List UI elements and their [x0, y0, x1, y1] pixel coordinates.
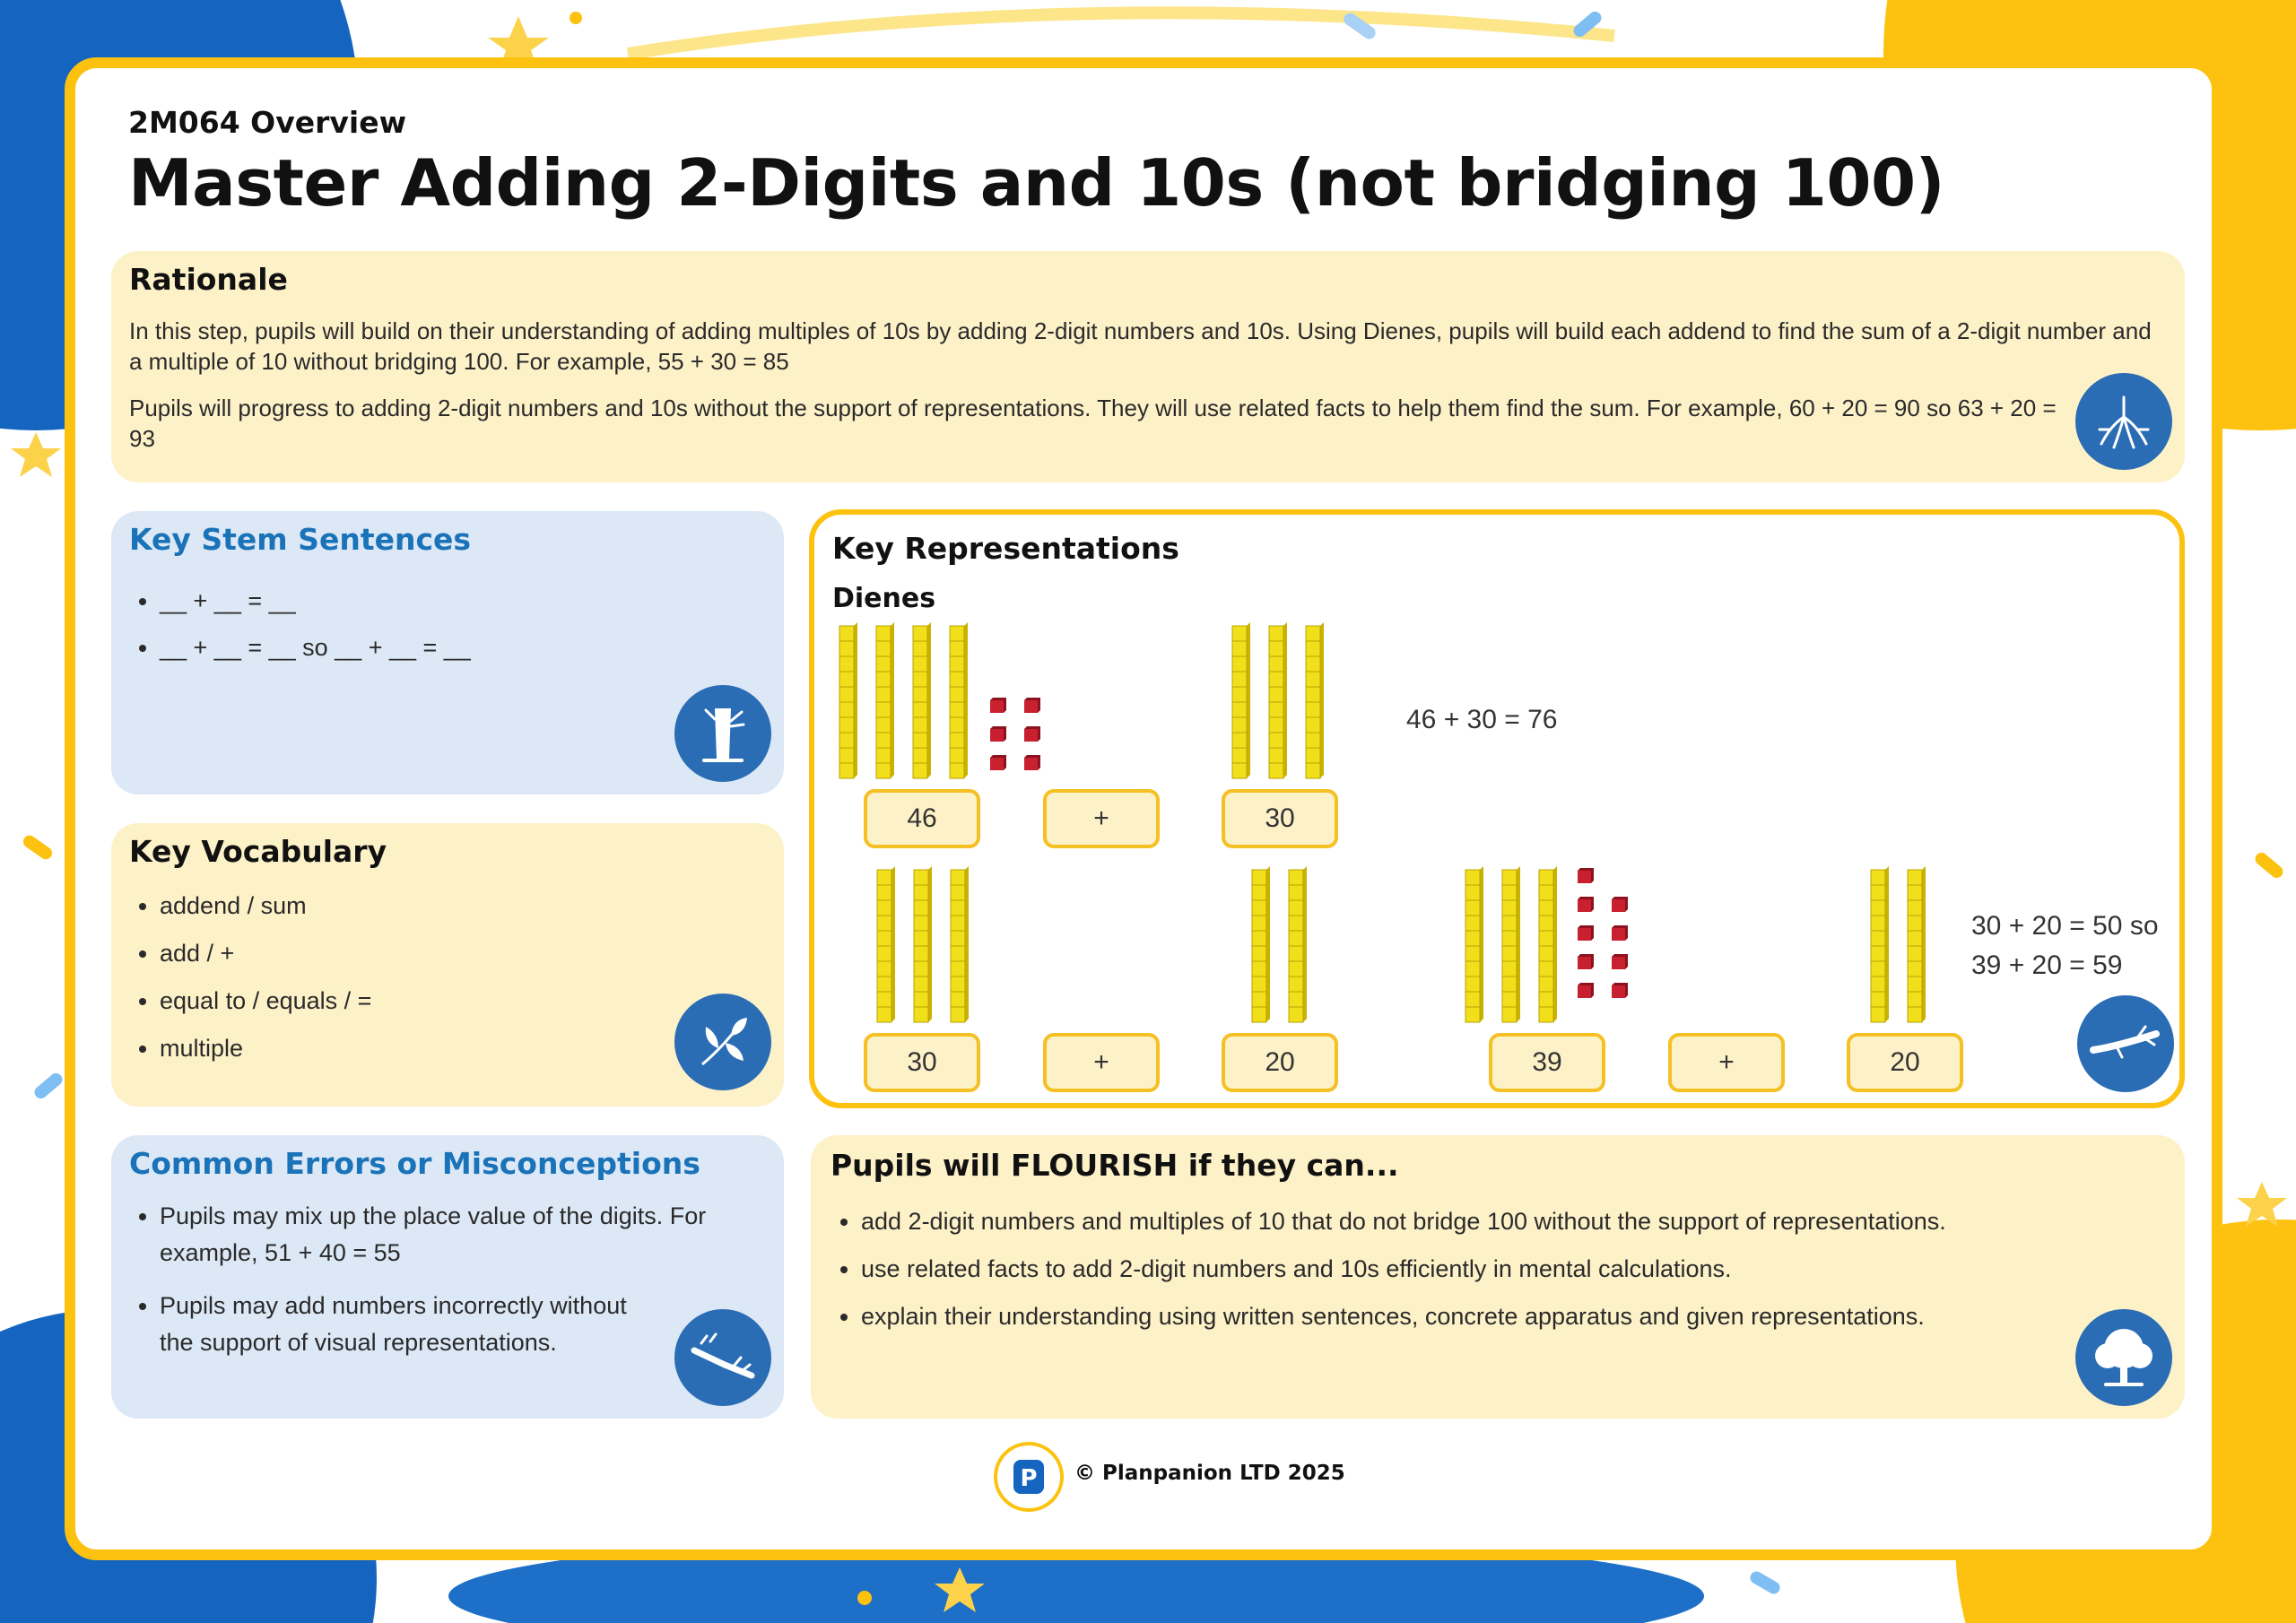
ten-rod: [876, 622, 894, 778]
flourish-item: • use related facts to add 2-digit numbers and 10s efficiently in mental calculations.: [861, 1245, 1946, 1293]
vocabulary-title: Key Vocabulary: [129, 834, 387, 869]
stem-sentences-title: Key Stem Sentences: [129, 522, 472, 557]
flourish-item: • explain their understanding using written sentences, concrete apparatus and given representations.: [861, 1293, 1946, 1341]
page-title: Master Adding 2-Digits and 10s (not bridging 100): [128, 145, 1944, 221]
number-box: 20: [1222, 1033, 1338, 1092]
equation-text: 39 + 20 = 59: [1971, 950, 2123, 980]
lesson-code: 2M064 Overview: [128, 105, 407, 140]
stem-sentence-item: • __ + __ = __ so __ + __ = __: [160, 624, 471, 671]
equation-text: 46 + 30 = 76: [1406, 705, 1558, 734]
tree-trunk-icon: [674, 685, 771, 782]
unit-cube: [990, 755, 1006, 770]
misconceptions-title: Common Errors or Misconceptions: [129, 1146, 700, 1181]
unit-cube: [1024, 755, 1040, 770]
ten-rod: [1539, 866, 1557, 1022]
vocabulary-item: • addend / sum: [160, 882, 371, 930]
branch-icon: [2077, 995, 2174, 1092]
operator-box: +: [1043, 1033, 1160, 1092]
ten-rod: [877, 866, 895, 1022]
vocabulary-item: • multiple: [160, 1025, 371, 1072]
representations-title: Key Representations: [832, 531, 1179, 566]
vocabulary-panel: [111, 823, 784, 1107]
full-tree-icon: [2075, 1309, 2172, 1406]
ten-rod: [1908, 866, 1926, 1022]
dienes-blocks: [814, 515, 2179, 1103]
number-box: 46: [864, 789, 980, 848]
stem-sentence-item: • __ + __ = __: [160, 577, 471, 624]
ten-rod: [1465, 866, 1483, 1022]
ten-rod: [1306, 622, 1324, 778]
vocabulary-item: • add / +: [160, 930, 371, 977]
unit-cube: [1024, 698, 1040, 713]
ten-rod: [1232, 622, 1250, 778]
unit-cube: [990, 726, 1006, 742]
unit-cube: [1612, 954, 1628, 969]
rationale-panel: [111, 251, 2185, 482]
rationale-paragraph-1: In this step, pupils will build on their understanding of adding multiples of 10s by adding 2-digit numbers and 10s. Using Dienes, pupils will build each addend to find the sum of a 2-digit number and a multiple of 10 without bridging 100. For example, 55 + 30 = 85: [129, 317, 2152, 375]
flourish-panel: [811, 1135, 2185, 1419]
number-box: 20: [1847, 1033, 1963, 1092]
flourish-item: • add 2-digit numbers and multiples of 10 that do not bridge 100 without the support of representations.: [861, 1198, 1946, 1245]
operator-box: +: [1668, 1033, 1785, 1092]
unit-cube: [1612, 983, 1628, 998]
representations-subtitle: Dienes: [832, 583, 936, 614]
representations-panel: [809, 509, 2185, 1108]
ten-rod: [950, 622, 968, 778]
unit-cube: [1578, 868, 1594, 883]
ten-rod: [951, 866, 969, 1022]
ten-rod: [1871, 866, 1889, 1022]
ten-rod: [914, 866, 932, 1022]
number-box: 30: [864, 1033, 980, 1092]
rationale-title: Rationale: [129, 262, 288, 297]
flourish-list: [831, 1198, 1946, 1341]
operator-box: +: [1043, 789, 1160, 848]
unit-cube: [1578, 954, 1594, 969]
svg-text:P: P: [1020, 1465, 1038, 1492]
stem-sentences-panel: [111, 511, 784, 794]
copyright-text: © Planpanion LTD 2025: [1074, 1462, 1345, 1485]
ten-rod: [839, 622, 857, 778]
equation-text: 30 + 20 = 50 so: [1971, 911, 2159, 941]
unit-cube: [1612, 925, 1628, 941]
misconception-item: • Pupils may add numbers incorrectly without the support of visual representations.: [160, 1288, 662, 1361]
vocabulary-item: • equal to / equals / =: [160, 977, 371, 1025]
flourish-title: Pupils will FLOURISH if they can...: [831, 1148, 1399, 1183]
unit-cube: [1024, 726, 1040, 742]
misconception-item: • Pupils may mix up the place value of the digits. For example, 51 + 40 = 55: [160, 1198, 734, 1271]
number-box: 39: [1489, 1033, 1605, 1092]
ten-rod: [1502, 866, 1520, 1022]
misconceptions-list: [129, 1198, 734, 1361]
leaves-icon: [674, 994, 771, 1090]
ten-rod: [1289, 866, 1307, 1022]
ten-rod: [1252, 866, 1270, 1022]
broken-branch-icon: [674, 1309, 771, 1406]
rationale-paragraph-2: Pupils will progress to adding 2-digit numbers and 10s without the support of representations. They will use related facts to help them find the sum. For example, 60 + 20 = 90 so 63 + 20 = 93: [129, 395, 2057, 452]
vocabulary-list: [129, 882, 371, 1072]
unit-cube: [1578, 897, 1594, 912]
unit-cube: [1612, 897, 1628, 912]
roots-icon: [2075, 373, 2172, 470]
stem-sentences-list: [129, 577, 471, 671]
misconceptions-panel: [111, 1135, 784, 1419]
number-box: 30: [1222, 789, 1338, 848]
ten-rod: [1269, 622, 1287, 778]
planpanion-logo-icon: [994, 1442, 1064, 1512]
unit-cube: [990, 698, 1006, 713]
unit-cube: [1578, 925, 1594, 941]
ten-rod: [913, 622, 931, 778]
unit-cube: [1578, 983, 1594, 998]
